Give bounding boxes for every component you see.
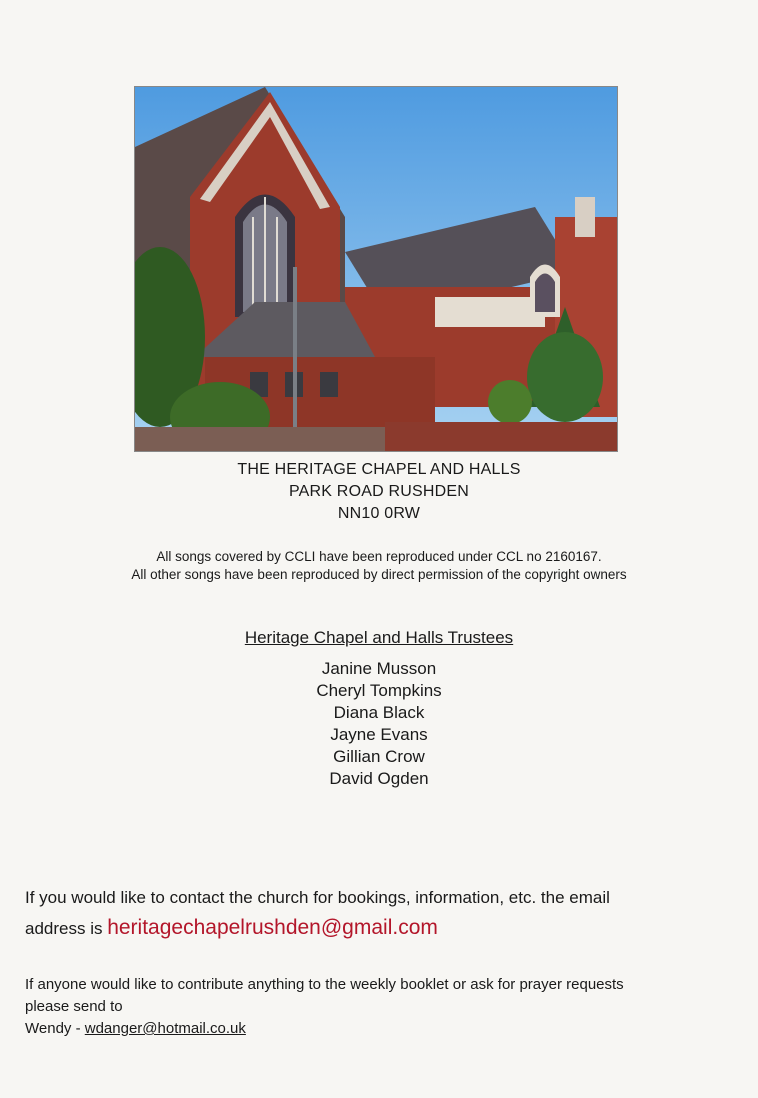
contact-text: If you would like to contact the church for bookings, information, etc. the email (25, 888, 610, 907)
contact-paragraph (25, 883, 725, 944)
wendy-email-link[interactable]: wdanger@hotmail.co.uk (84, 1020, 246, 1037)
trustee-name: David Ogden (329, 769, 429, 788)
church-postcode: NN10 0RW (337, 505, 421, 522)
contribute-text: If anyone would like to contribute anything to the weekly booklet or ask for prayer requests (25, 976, 624, 993)
permission-notice: All other songs have been reproduced by direct permission of the copyright owners (131, 567, 627, 582)
church-email-link[interactable]: heritagechapelrushden@gmail.com (107, 916, 438, 939)
trustee-name: Diana Black (333, 703, 425, 722)
church-name: THE HERITAGE CHAPEL AND HALLS (237, 461, 521, 478)
church-photo (134, 86, 618, 452)
contribute-contact-line (25, 1018, 745, 1040)
trustee-name: Gillian Crow (333, 747, 425, 766)
church-street: PARK ROAD RUSHDEN (288, 483, 470, 500)
trustees-heading: Heritage Chapel and Halls Trustees (244, 628, 514, 647)
contribute-send-to: please send to (25, 998, 123, 1015)
trustee-name: Cheryl Tompkins (316, 681, 442, 700)
contact-person: Wendy - (25, 1020, 85, 1037)
trustees-list (0, 658, 758, 790)
trustee-name: Jayne Evans (330, 725, 428, 744)
trustee-name: Janine Musson (321, 659, 437, 678)
contact-prefix: address is (25, 919, 108, 938)
ccli-notice: All songs covered by CCLI have been reproduced under CCL no 2160167. (156, 549, 602, 564)
contribute-paragraph (25, 974, 745, 1040)
contact-email-line (25, 913, 725, 944)
